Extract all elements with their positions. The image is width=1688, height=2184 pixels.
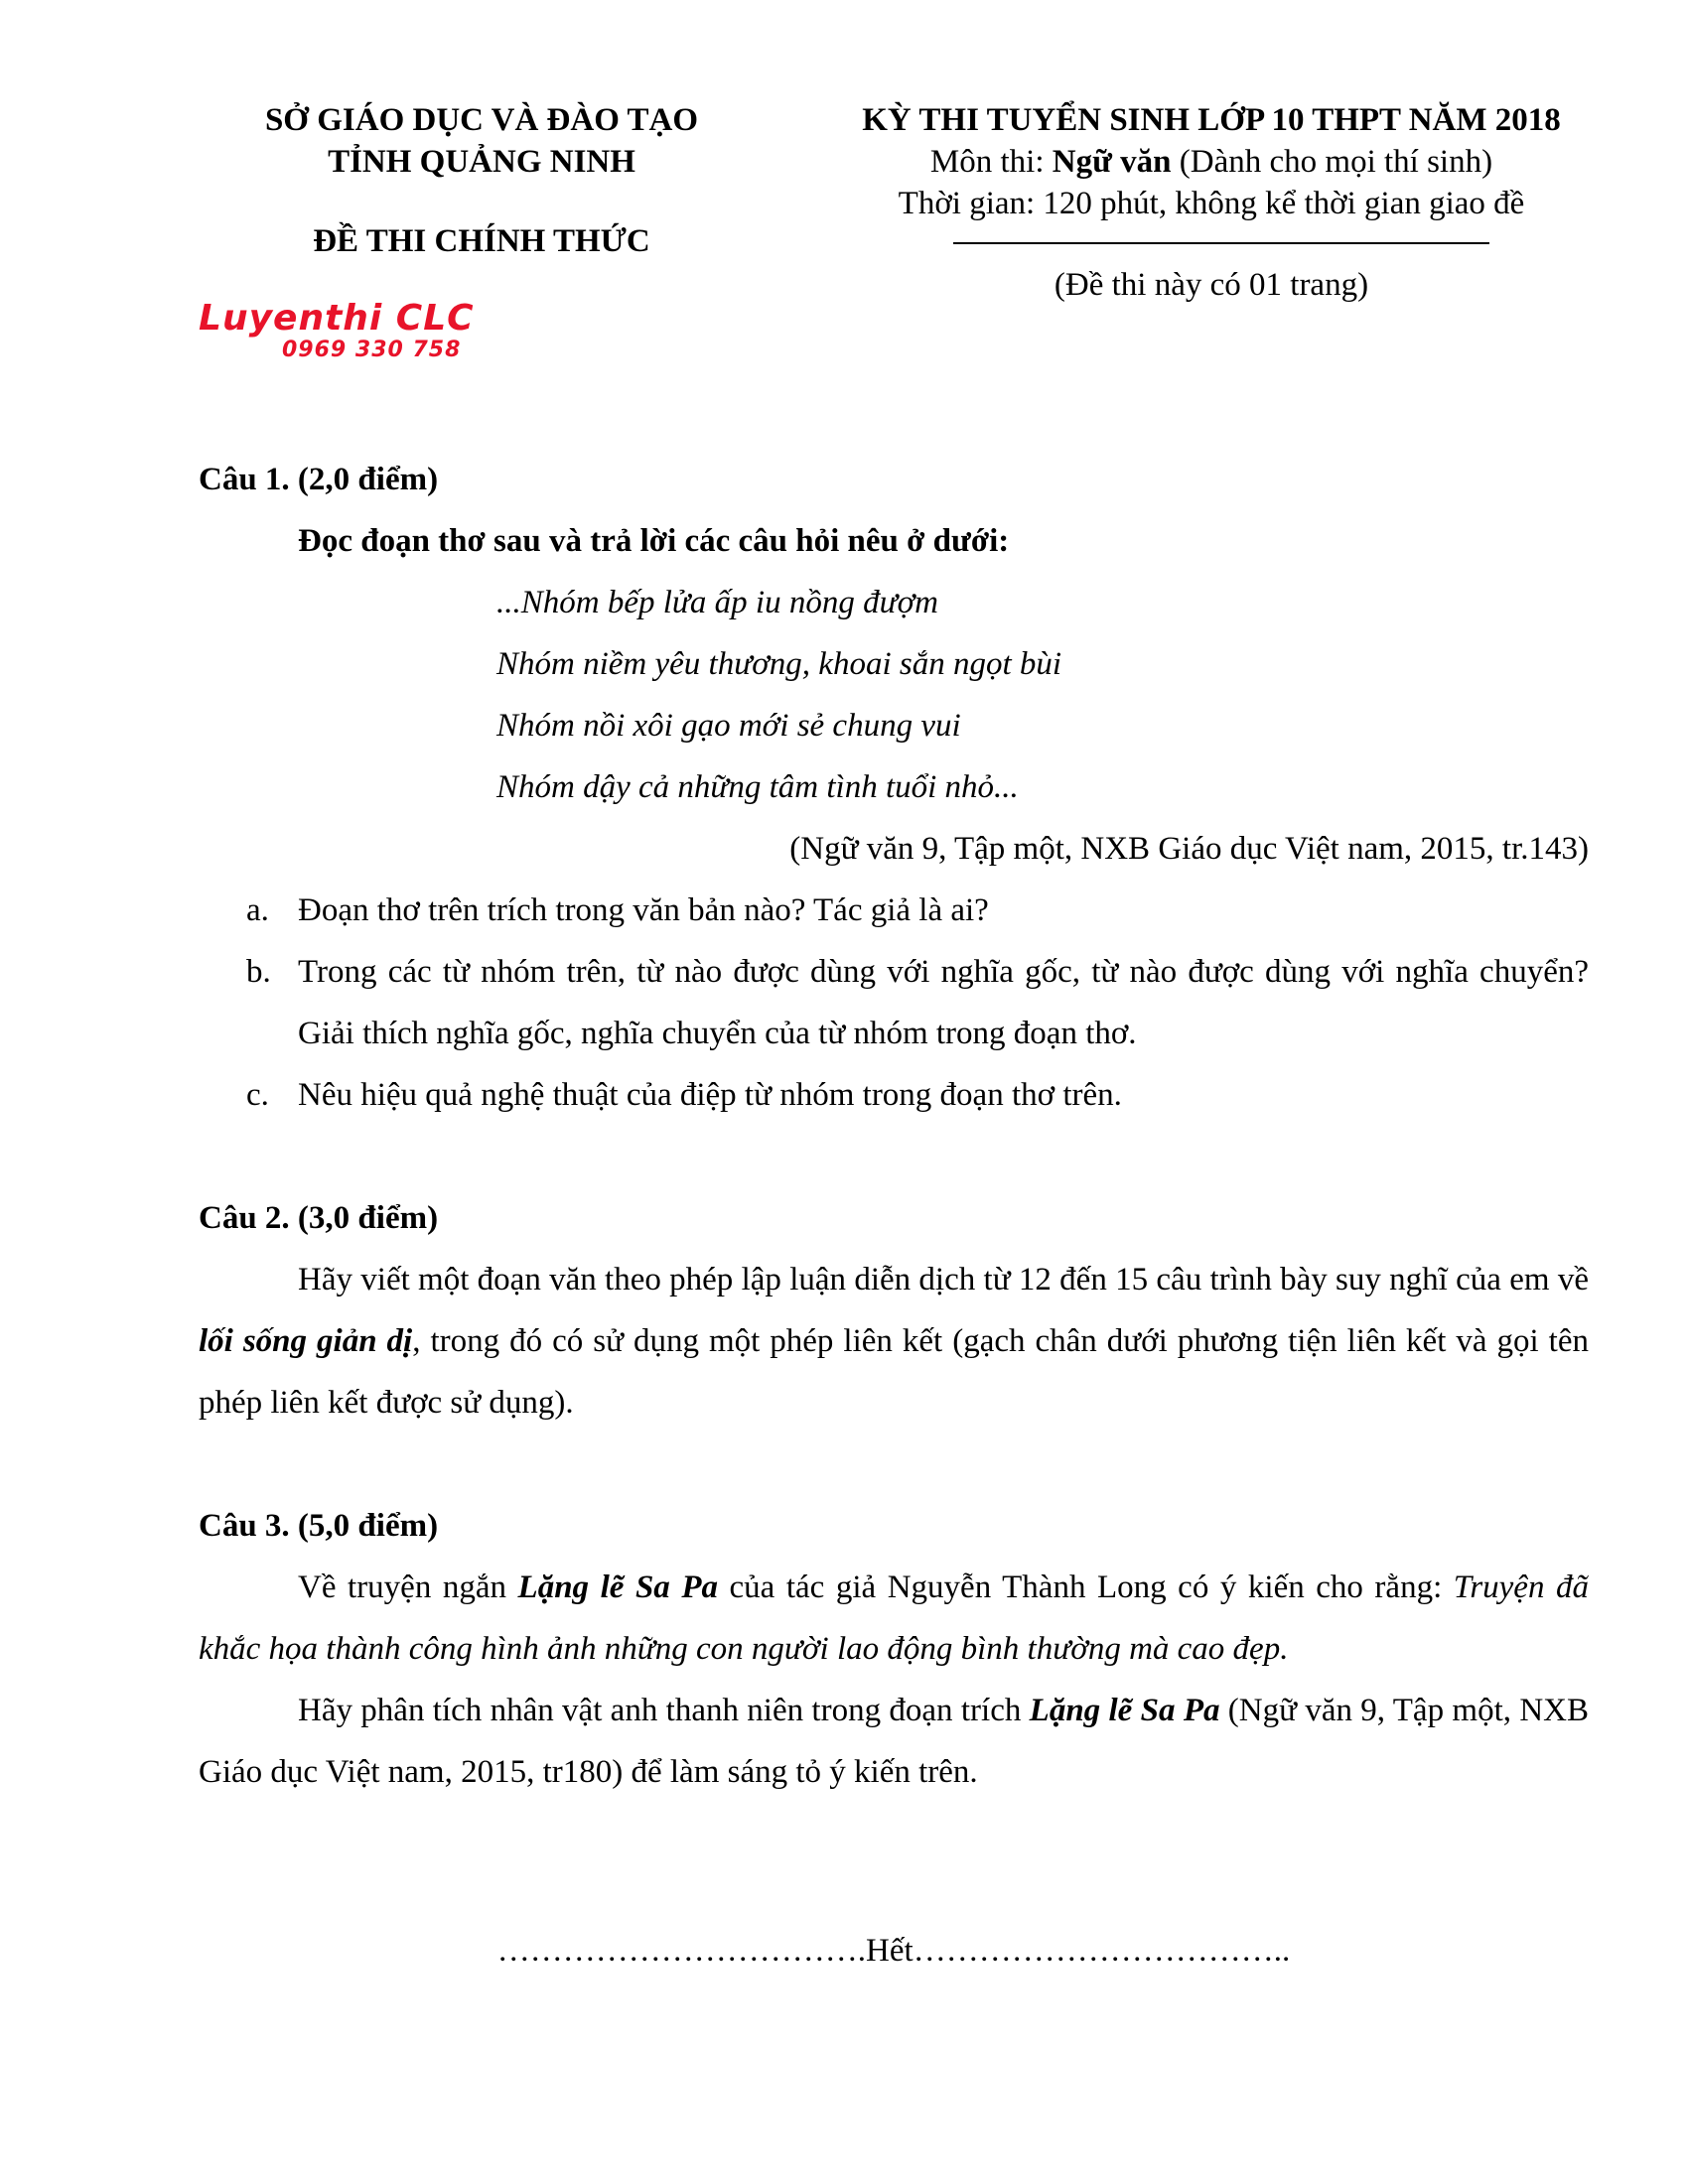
item-a-text: Đoạn thơ trên trích trong văn bản nào? Tác giả là ai? xyxy=(298,892,989,928)
subject-line xyxy=(784,141,1638,183)
q3-p2-work: Lặng lẽ Sa Pa xyxy=(1029,1693,1220,1728)
q3-p1-before: Về truyện ngắn xyxy=(298,1570,518,1605)
logo-phone: 0969 330 758 xyxy=(282,338,462,362)
question-3-paragraph-1 xyxy=(199,1557,1589,1680)
poem-line-3: Nhóm nồi xôi gạo mới sẻ chung vui xyxy=(496,708,961,744)
q3-p1-middle: của tác giả Nguyễn Thành Long có ý kiến cho rằng: xyxy=(718,1570,1454,1605)
question-1-title: Câu 1. (2,0 điểm) xyxy=(199,462,439,497)
subject-prefix: Môn thi: xyxy=(929,144,1053,180)
q2-text-before: Hãy viết một đoạn văn theo phép lập luận diễn dịch từ 12 đến 15 câu trình bày suy nghĩ của em về xyxy=(298,1262,1589,1297)
province-name: TỈNH QUẢNG NINH xyxy=(328,144,635,180)
item-c-text: Nêu hiệu quả nghệ thuật của điệp từ nhóm trong đoạn thơ trên. xyxy=(298,1077,1122,1113)
item-b-text: Trong các từ nhóm trên, từ nào được dùng với nghĩa gốc, từ nào được dùng với nghĩa chuyển? Giải thích nghĩa gốc, nghĩa chuyển của từ nhóm trong đoạn thơ. xyxy=(298,954,1589,1051)
q3-p1-work: Lặng lẽ Sa Pa xyxy=(517,1570,718,1605)
poem-source: (Ngữ văn 9, Tập một, NXB Giáo dục Việt nam, 2015, tr.143) xyxy=(789,831,1589,867)
q3-p1-quote: Truyện đã khắc họa thành công hình ảnh những con người lao động bình thường mà cao đẹp. xyxy=(199,1570,1589,1667)
item-b-marker: b. xyxy=(246,954,271,990)
luyenthi-logo: Luyenthi CLC xyxy=(199,298,475,339)
question-2-title: Câu 2. (3,0 điểm) xyxy=(199,1200,439,1236)
item-c-marker: c. xyxy=(246,1077,269,1113)
poem-line-1: ...Nhóm bếp lửa ấp iu nồng đượm xyxy=(496,585,939,620)
department-name: SỞ GIÁO DỤC VÀ ĐÀO TẠO xyxy=(264,102,699,138)
question-2-text xyxy=(199,1249,1589,1433)
end-marker: …………………………….Hết…………………………….. xyxy=(496,1933,1291,1969)
q3-p2-after: (Ngữ văn 9, Tập một, NXB Giáo dục Việt nam, 2015, tr180) để làm sáng tỏ ý kiến trên. xyxy=(199,1693,1589,1790)
item-a-marker: a. xyxy=(246,892,269,928)
q3-p2-before: Hãy phân tích nhân vật anh thanh niên trong đoạn trích xyxy=(298,1693,1030,1728)
q2-emphasis: lối sống giản dị xyxy=(199,1323,413,1359)
poem-line-4: Nhóm dậy cả những tâm tình tuổi nhỏ... xyxy=(496,769,1019,805)
page-count-note: (Đề thi này có 01 trang) xyxy=(1054,267,1369,303)
poem-line-2: Nhóm niềm yêu thương, khoai sắn ngọt bùi xyxy=(496,646,1062,682)
subject-suffix: (Dành cho mọi thí sinh) xyxy=(1171,144,1493,180)
official-exam-label: ĐỀ THI CHÍNH THỨC xyxy=(313,223,650,259)
header-divider xyxy=(953,242,1489,244)
question-3-paragraph-2 xyxy=(199,1680,1589,1803)
q2-text-after: , trong đó có sử dụng một phép liên kết (gạch chân dưới phương tiện liên kết và gọi tên phép liên kết được sử dụng). xyxy=(199,1323,1589,1421)
subject-name: Ngữ văn xyxy=(1052,144,1172,180)
question-1-instruction: Đọc đoạn thơ sau và trả lời các câu hỏi nêu ở dưới: xyxy=(298,523,1010,559)
exam-title: KỲ THI TUYỂN SINH LỚP 10 THPT NĂM 2018 xyxy=(862,102,1561,138)
question-3-title: Câu 3. (5,0 điểm) xyxy=(199,1508,439,1544)
exam-time: Thời gian: 120 phút, không kể thời gian giao đề xyxy=(898,186,1525,221)
